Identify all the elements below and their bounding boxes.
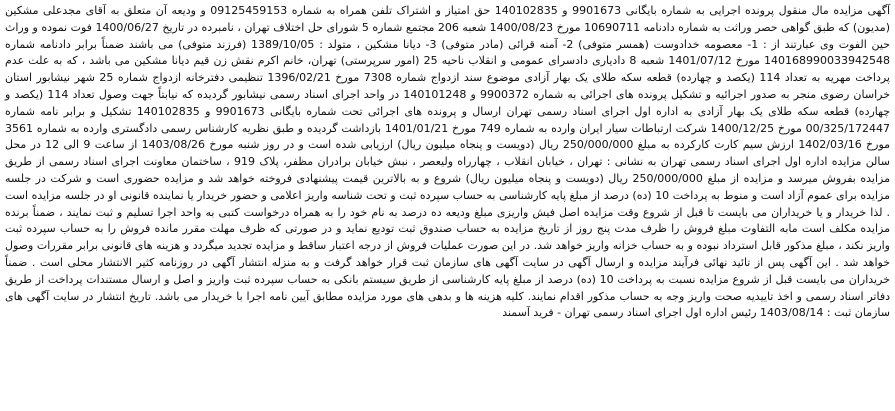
auction-notice-text: آگهی مزایده مال منقول پرونده اجرایی به شماره بایگانی 9901673 و 140102835 حق امتیاز و اشتراک تلفن همراه به شماره 09125459153 و ودیعه آن متعلق به آقای مجدعلی مشکین (مدیون) که طبق گواهی حصر وراثت به شماره دادنامه 10690711 مورخ 1400/08/23 شعبه 206 مجتمع شماره 5 شورای حل اختلاف تهران ، نامبرده در تاریخ 1400/06/27 فوت نموده و وراث حین الفوت وی عبارتند از : 1- معصومه خدادوست (همسر متوفی) 2- آمنه قرائی (مادر متوفی) 3- دیانا مشکین ، متولد : 1389/10/05 (فرزند متوفی) می باشند ضمناً برابر دادنامه شماره 140168990033942548 مورخ 1401/07/12 شعبه 8 دادیاری دادسرای عمومی و انقلاب ناحیه 25 (امور سرپرستی) تهران، خانم اکرم نقش زن قیم دیانا مشکین می باشد ، که به علت عدم پرداخت مهریه به تعداد 114 (یکصد و چهارده) قطعه سکه طلای یک بهار آزادی موضوع سند ازدواج شماره 7308 مورخ 1396/02/21 تنظیمی دفترخانه ازدواج شماره 25 شهر نیشابور استان خراسان رضوی منجر به صدور اجرائیه و تشکیل پرونده های اجرائی به شماره 9900372 و 140101248 در واحد اجرای اسناد رسمی نیشابور گردیده که نیابتاً جهت وصول تعداد 114 (یکصد و چهارده) قطعه سکه طلای یک بهار آزادی به اداره اول اجرای اسناد رسمی تهران ارسال و پرونده های اجرائی تحت شماره بایگانی 9901673 و 140102835 تشکیل و برابر نامه شماره 00/325/172447 مورخ 1400/12/25 شرکت ارتباطات سیار ایران وارده به شماره 749 مورخ 1401/01/21 بازداشت گردیده و طبق نظریه کارشناس رسمی دادگستری وارده به شماره 3561 مورخ 1402/03/16 ارزش سیم کارت کارکرده به مبلغ 250/000/000 ریال (دویست و پنجاه میلیون ریال) ارزیابی شده است و در روز شنبه مورخ 1403/08/26 از ساعت 9 الی 12 در محل سالن مزایده اداره اول اجرای اسناد رسمی تهران به نشانی : تهران ، خیابان انقلاب ، چهارراه ولیعصر ، نبش خیابان برادران مظفر، پلاک 919 ، ساختمان معاونت اجرای اسناد رسمی از طریق مزایده بفروش میرسد و مزایده از مبلغ 250/000/000 ریال (دویست و پنجاه میلیون ریال) شروع و به بالاترین قیمت پیشنهادی فروخته خواهد شد و مزایده حضوری است و شرکت در جلسه مزایده برای عموم آزاد است و منوط به پرداخت 10 (ده) درصد از مبلغ پایه کارشناسی به حساب سپرده ثبت و تحت شناسه واریز اعلامی و حضور خریدار یا نماینده قانونی او در جلسه مزایده است . لذا خریدار و یا خریداران می بایست تا قبل از شروع وقت مزایده اصل فیش واریزی مبلغ ودیعه ده درصد به نام خود را به همراه درخواست کتبی به واحد اجرا تسلیم و ثبت نمایند ، ضمناً برنده مزایده مکلف است مابه التفاوت مبلغ فروش را ظرف مدت پنج روز از تاریخ مزایده به حساب صندوق ثبت تودیع نماید و در صورتی که ظرف مهلت مقرر مانده فروش را به حساب سپرده ثبت واریز نکند ، مبلغ مذکور قابل استرداد نبوده و به حساب خزانه واریز خواهد شد. در این صورت عملیات فروش از درجه اعتبار ساقط و مزایده تجدید میگردد و هزینه های قانونی برابر مقررات وصول خواهد شد . این آگهی پس از تائید نهائی فرآیند مزایده و ارسال آگهی در سایت آگهی های سازمان ثبت قرار خواهد گرفت و به منزله انتشار آگهی در روزنامه کثیر الانتشار محلی است . ضمناً خریداران می بایست قبل از شروع مزایده نسبت به پرداخت 10 (ده) درصد از مبلغ پایه کارشناسی از طریق سیستم بانکی به حساب سپرده ثبت واریز و اصل و ارسال مستندات پرداخت از طریق دفاتر اسناد رسمی و اخذ تاییدیه صحت واریز وجه به حساب مذکور اقدام نمایند. کلیه هزینه ها و بدهی های مورد مزایده مطابق آیین نامه اجرا با خریدار می باشد. تاریخ انتشار در سایت آگهی های سازمان ثبت : 1403/08/14 رئیس اداره اول اجرای اسناد رسمی تهران - فرید آسمند [5,4,891,320]
